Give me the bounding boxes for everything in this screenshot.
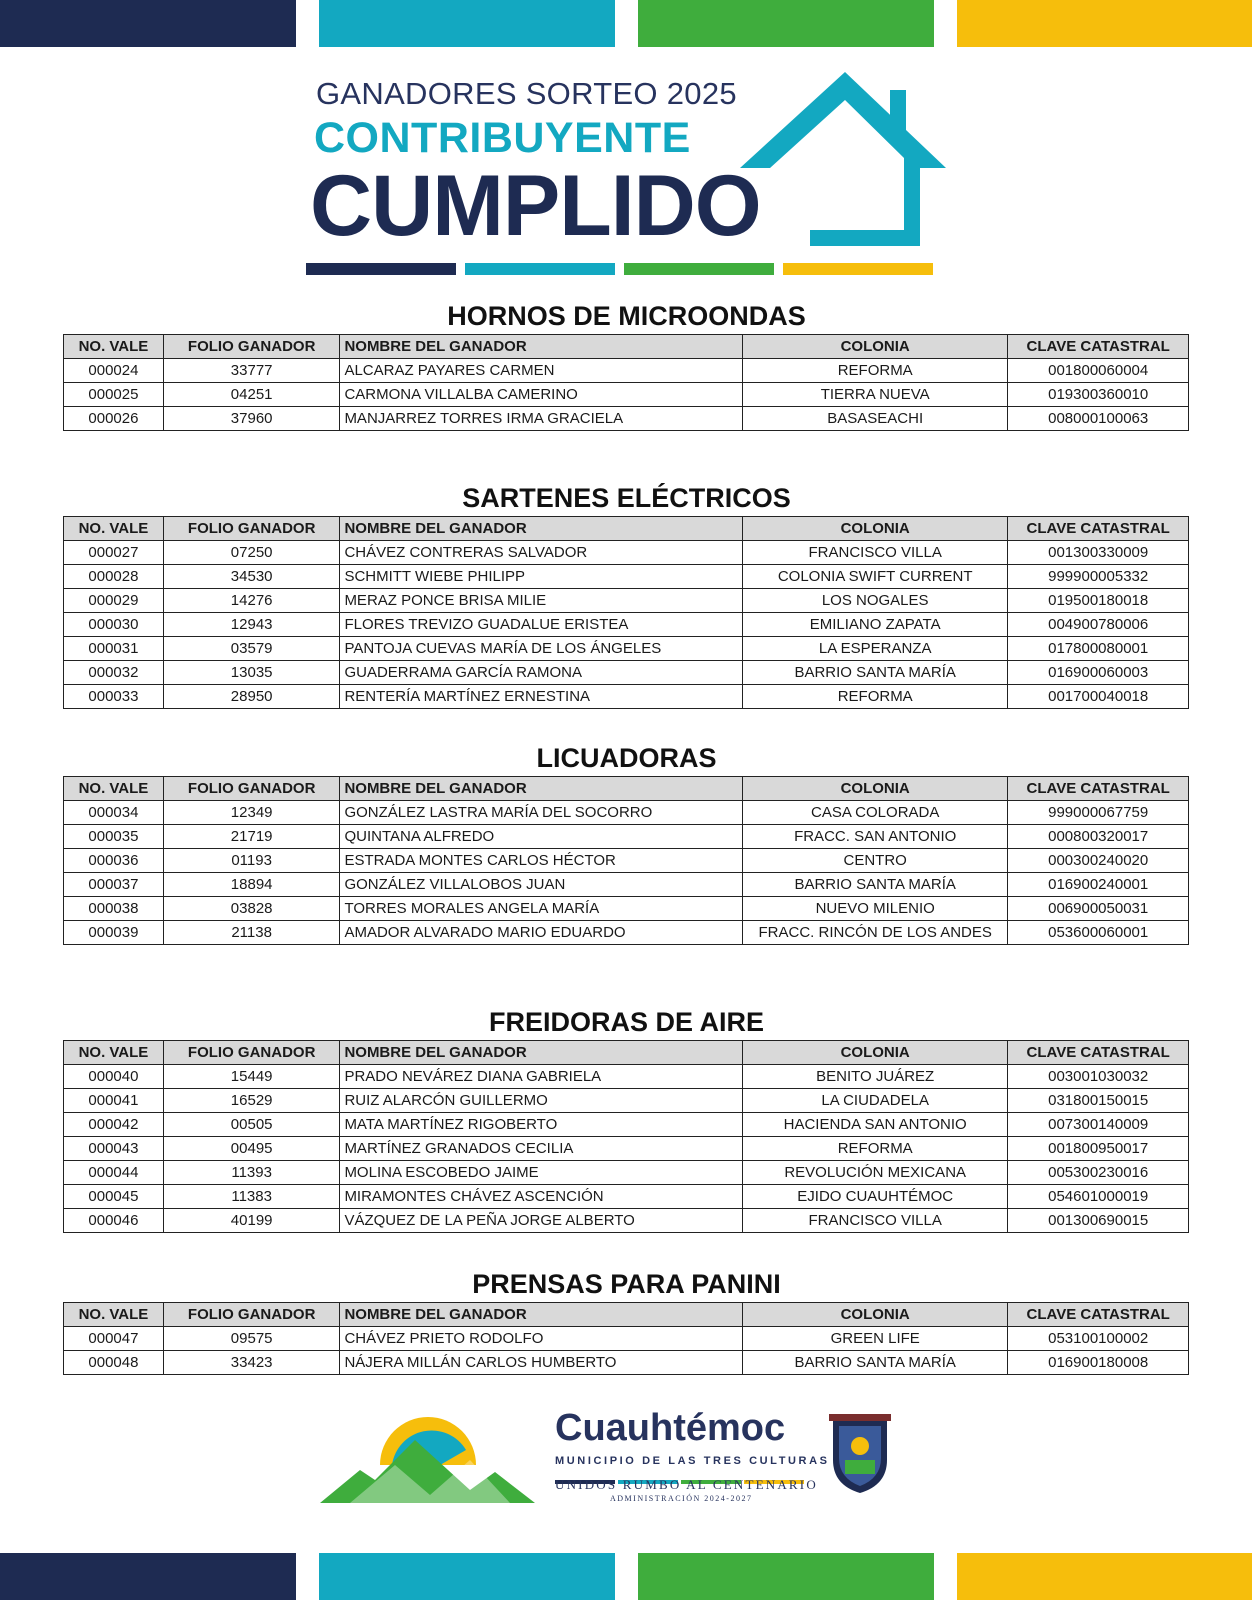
table-cell: 008000100063 — [1008, 407, 1189, 431]
table-cell: GUADERRAMA GARCÍA RAMONA — [340, 661, 743, 685]
table-row — [64, 825, 1189, 849]
table-cell: 053600060001 — [1008, 921, 1189, 945]
header-logo — [300, 68, 950, 283]
table-cell: CENTRO — [743, 849, 1008, 873]
table-cell: 40199 — [163, 1209, 340, 1233]
table-cell: MATA MARTÍNEZ RIGOBERTO — [340, 1113, 743, 1137]
table-cell: AMADOR ALVARADO MARIO EDUARDO — [340, 921, 743, 945]
table-header-row — [64, 335, 1189, 359]
table-cell: 000044 — [64, 1161, 164, 1185]
table-cell: RENTERÍA MARTÍNEZ ERNESTINA — [340, 685, 743, 709]
table-cell: MANJARREZ TORRES IRMA GRACIELA — [340, 407, 743, 431]
table-cell: 01193 — [163, 849, 340, 873]
table-cell: 03579 — [163, 637, 340, 661]
table-header-row — [64, 1041, 1189, 1065]
table-header-row — [64, 1303, 1189, 1327]
table-row — [64, 801, 1189, 825]
table-cell: MIRAMONTES CHÁVEZ ASCENCIÓN — [340, 1185, 743, 1209]
table-row — [64, 1089, 1189, 1113]
table-cell: REFORMA — [743, 1137, 1008, 1161]
footer-stripes — [555, 1471, 810, 1475]
column-header: NOMBRE DEL GANADOR — [340, 335, 743, 359]
table-cell: VÁZQUEZ DE LA PEÑA JORGE ALBERTO — [340, 1209, 743, 1233]
table-cell: GONZÁLEZ VILLALOBOS JUAN — [340, 873, 743, 897]
top-bar-yellow — [957, 0, 1252, 47]
table-row — [64, 589, 1189, 613]
table-cell: 33423 — [163, 1351, 340, 1375]
table-cell: QUINTANA ALFREDO — [340, 825, 743, 849]
table-cell: 000041 — [64, 1089, 164, 1113]
top-bar-navy — [0, 0, 296, 47]
table-cell: 001300690015 — [1008, 1209, 1189, 1233]
table-cell: 000035 — [64, 825, 164, 849]
column-header: CLAVE CATASTRAL — [1008, 517, 1189, 541]
table-cell: TIERRA NUEVA — [743, 383, 1008, 407]
footer-municipality-name: Cuauhtémoc — [555, 1407, 786, 1449]
table-cell: REFORMA — [743, 359, 1008, 383]
table-row — [64, 685, 1189, 709]
bottom-bar-green — [638, 1553, 934, 1600]
table-cell: LOS NOGALES — [743, 589, 1008, 613]
table-cell: 21138 — [163, 921, 340, 945]
table-cell: 000025 — [64, 383, 164, 407]
footer-motto: UNIDOS RUMBO AL CENTENARIO — [555, 1477, 818, 1492]
table-row — [64, 661, 1189, 685]
table-row — [64, 1209, 1189, 1233]
top-bar-teal — [319, 0, 615, 47]
table-cell: CASA COLORADA — [743, 801, 1008, 825]
table-row — [64, 637, 1189, 661]
table-cell: 000026 — [64, 407, 164, 431]
table-cell: BARRIO SANTA MARÍA — [743, 661, 1008, 685]
table-row — [64, 1113, 1189, 1137]
column-header: FOLIO GANADOR — [163, 777, 340, 801]
table-row — [64, 1065, 1189, 1089]
table-cell: ESTRADA MONTES CARLOS HÉCTOR — [340, 849, 743, 873]
section-prensas — [63, 1268, 1190, 1375]
table-row — [64, 1161, 1189, 1185]
table-cell: 000046 — [64, 1209, 164, 1233]
table-row — [64, 613, 1189, 637]
table-cell: 37960 — [163, 407, 340, 431]
table-cell: 016900240001 — [1008, 873, 1189, 897]
table-row — [64, 1185, 1189, 1209]
table-cell: 001300330009 — [1008, 541, 1189, 565]
table-cell: 000036 — [64, 849, 164, 873]
table-cell: GONZÁLEZ LASTRA MARÍA DEL SOCORRO — [340, 801, 743, 825]
table-cell: 999000067759 — [1008, 801, 1189, 825]
winners-table — [63, 516, 1189, 709]
table-cell: 33777 — [163, 359, 340, 383]
table-cell: 054601000019 — [1008, 1185, 1189, 1209]
table-cell: 004900780006 — [1008, 613, 1189, 637]
table-cell: 006900050031 — [1008, 897, 1189, 921]
table-cell: 001700040018 — [1008, 685, 1189, 709]
table-cell: EMILIANO ZAPATA — [743, 613, 1008, 637]
table-cell: 053100100002 — [1008, 1327, 1189, 1351]
table-cell: FRACC. RINCÓN DE LOS ANDES — [743, 921, 1008, 945]
table-cell: 11383 — [163, 1185, 340, 1209]
table-cell: MARTÍNEZ GRANADOS CECILIA — [340, 1137, 743, 1161]
table-cell: 04251 — [163, 383, 340, 407]
header-underline-yellow — [783, 263, 933, 275]
table-cell: 16529 — [163, 1089, 340, 1113]
table-cell: COLONIA SWIFT CURRENT — [743, 565, 1008, 589]
section-title: FREIDORAS DE AIRE — [488, 1007, 765, 1037]
table-cell: BASASEACHI — [743, 407, 1008, 431]
section-freidoras — [63, 1006, 1190, 1233]
table-cell: 000037 — [64, 873, 164, 897]
table-cell: GREEN LIFE — [743, 1327, 1008, 1351]
column-header: COLONIA — [743, 1041, 1008, 1065]
table-cell: EJIDO CUAUHTÉMOC — [743, 1185, 1008, 1209]
table-row — [64, 541, 1189, 565]
table-cell: FLORES TREVIZO GUADALUE ERISTEA — [340, 613, 743, 637]
table-cell: 000024 — [64, 359, 164, 383]
mountains-sun-icon — [320, 1410, 540, 1505]
section-hornos — [63, 300, 1190, 431]
table-cell: 11393 — [163, 1161, 340, 1185]
table-cell: 016900060003 — [1008, 661, 1189, 685]
column-header: FOLIO GANADOR — [163, 335, 340, 359]
section-title: SARTENES ELÉCTRICOS — [462, 483, 791, 513]
table-cell: 21719 — [163, 825, 340, 849]
column-header: NO. VALE — [64, 517, 164, 541]
table-cell: 34530 — [163, 565, 340, 589]
table-cell: 03828 — [163, 897, 340, 921]
table-row — [64, 1327, 1189, 1351]
table-cell: 000027 — [64, 541, 164, 565]
table-cell: 000800320017 — [1008, 825, 1189, 849]
table-cell: 000043 — [64, 1137, 164, 1161]
table-cell: CHÁVEZ CONTRERAS SALVADOR — [340, 541, 743, 565]
table-cell: BENITO JUÁREZ — [743, 1065, 1008, 1089]
header-title-line3: CUMPLIDO — [310, 158, 761, 254]
table-cell: 000045 — [64, 1185, 164, 1209]
table-cell: 019500180018 — [1008, 589, 1189, 613]
table-cell: 999900005332 — [1008, 565, 1189, 589]
table-cell: HACIENDA SAN ANTONIO — [743, 1113, 1008, 1137]
column-header: NOMBRE DEL GANADOR — [340, 777, 743, 801]
top-bar-green — [638, 0, 934, 47]
table-cell: 005300230016 — [1008, 1161, 1189, 1185]
table-cell: LA CIUDADELA — [743, 1089, 1008, 1113]
column-header: CLAVE CATASTRAL — [1008, 1041, 1189, 1065]
column-header: COLONIA — [743, 1303, 1008, 1327]
table-cell: 003001030032 — [1008, 1065, 1189, 1089]
table-cell: 07250 — [163, 541, 340, 565]
table-cell: 00505 — [163, 1113, 340, 1137]
table-row — [64, 383, 1189, 407]
winners-table — [63, 1302, 1189, 1375]
table-cell: 14276 — [163, 589, 340, 613]
table-row — [64, 897, 1189, 921]
table-cell: LA ESPERANZA — [743, 637, 1008, 661]
column-header: COLONIA — [743, 517, 1008, 541]
section-sartenes — [63, 482, 1190, 709]
table-header-row — [64, 777, 1189, 801]
table-cell: NUEVO MILENIO — [743, 897, 1008, 921]
table-cell: CHÁVEZ PRIETO RODOLFO — [340, 1327, 743, 1351]
table-row — [64, 565, 1189, 589]
table-cell: 12943 — [163, 613, 340, 637]
table-cell: 000042 — [64, 1113, 164, 1137]
table-cell: 017800080001 — [1008, 637, 1189, 661]
column-header: CLAVE CATASTRAL — [1008, 1303, 1189, 1327]
table-cell: 000047 — [64, 1327, 164, 1351]
column-header: NOMBRE DEL GANADOR — [340, 517, 743, 541]
table-cell: 016900180008 — [1008, 1351, 1189, 1375]
column-header: NOMBRE DEL GANADOR — [340, 1303, 743, 1327]
table-cell: FRACC. SAN ANTONIO — [743, 825, 1008, 849]
section-title: PRENSAS PARA PANINI — [472, 1269, 781, 1299]
table-cell: REFORMA — [743, 685, 1008, 709]
table-cell: 000034 — [64, 801, 164, 825]
winners-table — [63, 334, 1189, 431]
table-cell: 15449 — [163, 1065, 340, 1089]
footer-logo — [320, 1405, 900, 1505]
coat-of-arms-icon — [825, 1410, 895, 1495]
table-cell: MOLINA ESCOBEDO JAIME — [340, 1161, 743, 1185]
table-cell: 019300360010 — [1008, 383, 1189, 407]
header-title-line2: CONTRIBUYENTE — [314, 114, 691, 162]
table-cell: BARRIO SANTA MARÍA — [743, 873, 1008, 897]
section-licuadoras — [63, 742, 1190, 945]
table-cell: 28950 — [163, 685, 340, 709]
table-cell: 000030 — [64, 613, 164, 637]
table-cell: 031800150015 — [1008, 1089, 1189, 1113]
table-cell: FRANCISCO VILLA — [743, 1209, 1008, 1233]
table-row — [64, 359, 1189, 383]
table-cell: ALCARAZ PAYARES CARMEN — [340, 359, 743, 383]
table-cell: 12349 — [163, 801, 340, 825]
column-header: COLONIA — [743, 335, 1008, 359]
footer-admin: ADMINISTRACIÓN 2024-2027 — [610, 1494, 753, 1503]
winners-table — [63, 1040, 1189, 1233]
table-cell: 000300240020 — [1008, 849, 1189, 873]
table-cell: 000039 — [64, 921, 164, 945]
table-cell: NÁJERA MILLÁN CARLOS HUMBERTO — [340, 1351, 743, 1375]
table-row — [64, 921, 1189, 945]
table-cell: PRADO NEVÁREZ DIANA GABRIELA — [340, 1065, 743, 1089]
winners-table — [63, 776, 1189, 945]
column-header: NO. VALE — [64, 1303, 164, 1327]
table-cell: 001800060004 — [1008, 359, 1189, 383]
table-cell: TORRES MORALES ANGELA MARÍA — [340, 897, 743, 921]
table-row — [64, 849, 1189, 873]
bottom-bar-yellow — [957, 1553, 1252, 1600]
table-cell: 001800950017 — [1008, 1137, 1189, 1161]
column-header: NO. VALE — [64, 335, 164, 359]
table-cell: PANTOJA CUEVAS MARÍA DE LOS ÁNGELES — [340, 637, 743, 661]
column-header: CLAVE CATASTRAL — [1008, 777, 1189, 801]
table-cell: 000048 — [64, 1351, 164, 1375]
table-cell: SCHMITT WIEBE PHILIPP — [340, 565, 743, 589]
column-header: FOLIO GANADOR — [163, 517, 340, 541]
house-icon — [730, 68, 950, 258]
table-cell: 09575 — [163, 1327, 340, 1351]
column-header: NOMBRE DEL GANADOR — [340, 1041, 743, 1065]
column-header: COLONIA — [743, 777, 1008, 801]
header-underline-teal — [465, 263, 615, 275]
table-cell: 000040 — [64, 1065, 164, 1089]
table-cell: MERAZ PONCE BRISA MILIE — [340, 589, 743, 613]
table-cell: 13035 — [163, 661, 340, 685]
table-row — [64, 873, 1189, 897]
table-cell: BARRIO SANTA MARÍA — [743, 1351, 1008, 1375]
section-title: LICUADORAS — [536, 743, 717, 773]
column-header: NO. VALE — [64, 777, 164, 801]
bottom-bar-teal — [319, 1553, 615, 1600]
column-header: NO. VALE — [64, 1041, 164, 1065]
table-cell: 000029 — [64, 589, 164, 613]
column-header: FOLIO GANADOR — [163, 1303, 340, 1327]
table-cell: 000032 — [64, 661, 164, 685]
header-title-line1: GANADORES SORTEO 2025 — [316, 76, 737, 111]
section-title: HORNOS DE MICROONDAS — [447, 301, 806, 331]
table-cell: 000031 — [64, 637, 164, 661]
column-header: FOLIO GANADOR — [163, 1041, 340, 1065]
header-underline-green — [624, 263, 774, 275]
header-underline-navy — [306, 263, 456, 275]
table-cell: 007300140009 — [1008, 1113, 1189, 1137]
table-row — [64, 1137, 1189, 1161]
table-cell: 00495 — [163, 1137, 340, 1161]
table-row — [64, 1351, 1189, 1375]
table-row — [64, 407, 1189, 431]
table-cell: 000033 — [64, 685, 164, 709]
footer-subtitle: MUNICIPIO DE LAS TRES CULTURAS — [555, 1455, 830, 1467]
table-cell: REVOLUCIÓN MEXICANA — [743, 1161, 1008, 1185]
table-cell: CARMONA VILLALBA CAMERINO — [340, 383, 743, 407]
table-cell: FRANCISCO VILLA — [743, 541, 1008, 565]
table-header-row — [64, 517, 1189, 541]
bottom-bar-navy — [0, 1553, 296, 1600]
column-header: CLAVE CATASTRAL — [1008, 335, 1189, 359]
table-cell: 000038 — [64, 897, 164, 921]
table-cell: 000028 — [64, 565, 164, 589]
table-cell: RUIZ ALARCÓN GUILLERMO — [340, 1089, 743, 1113]
table-cell: 18894 — [163, 873, 340, 897]
